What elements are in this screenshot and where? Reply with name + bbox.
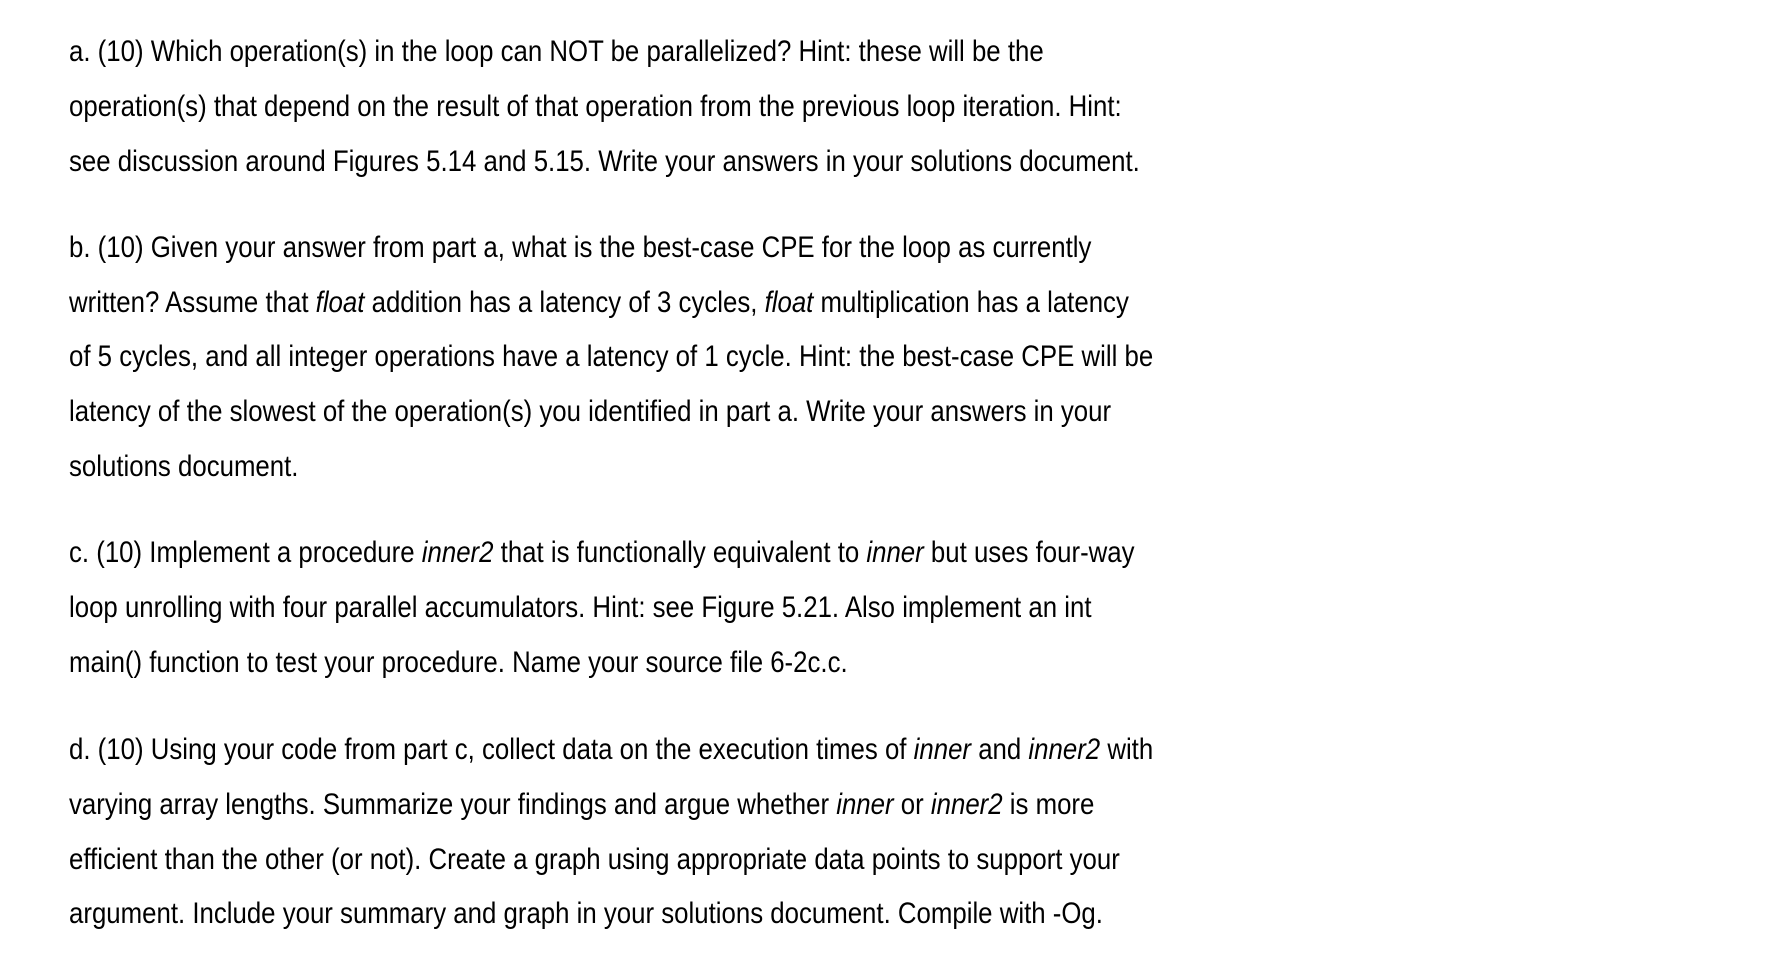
text-line — [69, 228, 1091, 268]
text-line — [69, 87, 1122, 127]
text-segment: a. (10) Which operation(s) in the loop can NOT be parallelized? Hint: these will be the — [69, 35, 1044, 68]
text-line — [69, 588, 1091, 628]
text-segment: varying array lengths. Summarize your findings and argue whether — [69, 788, 837, 821]
text-segment: d. (10) Using your code from part c, collect data on the execution times of — [69, 733, 914, 766]
text-line — [69, 785, 1094, 825]
text-segment: or — [893, 788, 931, 821]
text-segment: loop unrolling with four parallel accumulators. Hint: see Figure 5.21. Also implement an int — [69, 591, 1092, 624]
text-segment: see discussion around Figures 5.14 and 5.15. Write your answers in your solutions document. — [69, 145, 1140, 178]
text-segment: b. (10) Given your answer from part a, what is the best-case CPE for the loop as currently — [69, 231, 1092, 264]
italic-term: float — [764, 286, 814, 319]
text-segment: but uses four-way — [923, 536, 1135, 569]
text-line — [69, 392, 1111, 432]
italic-term: inner2 — [1028, 733, 1101, 766]
text-segment: argument. Include your summary and graph in your solutions document. Compile with -Og. — [69, 897, 1103, 930]
text-segment: main() function to test your procedure. Name your source file 6-2c.c. — [69, 646, 848, 679]
italic-term: float — [315, 286, 365, 319]
text-line — [69, 32, 1044, 72]
text-segment: is more — [1002, 788, 1095, 821]
text-line — [69, 447, 298, 487]
text-segment: latency of the slowest of the operation(s) you identified in part a. Write your answers in your — [69, 395, 1112, 428]
text-segment: and — [971, 733, 1029, 766]
text-segment: that is functionally equivalent to — [493, 536, 867, 569]
text-segment: operation(s) that depend on the result of that operation from the previous loop iteration. Hint: — [69, 90, 1122, 123]
text-line — [69, 283, 1129, 323]
italic-term: inner2 — [421, 536, 494, 569]
text-line — [69, 533, 1135, 573]
italic-term: inner — [913, 733, 972, 766]
italic-term: inner — [866, 536, 924, 569]
text-segment: of 5 cycles, and all integer operations have a latency of 1 cycle. Hint: the best-case CPE will be — [69, 340, 1154, 373]
italic-term: inner2 — [930, 788, 1003, 821]
text-segment: c. (10) Implement a procedure — [69, 536, 422, 569]
text-line — [69, 730, 1153, 770]
text-segment: with — [1100, 733, 1154, 766]
text-line — [69, 337, 1153, 377]
text-line — [69, 643, 848, 683]
text-segment: efficient than the other (or not). Create a graph using appropriate data points to support your — [69, 843, 1120, 876]
text-segment: solutions document. — [69, 450, 299, 483]
text-segment: multiplication has a latency — [813, 286, 1129, 319]
text-line — [69, 142, 1140, 182]
text-line — [69, 840, 1120, 880]
text-segment: written? Assume that — [69, 286, 316, 319]
text-segment: addition has a latency of 3 cycles, — [364, 286, 765, 319]
italic-term: inner — [836, 788, 894, 821]
text-line — [69, 894, 1103, 934]
